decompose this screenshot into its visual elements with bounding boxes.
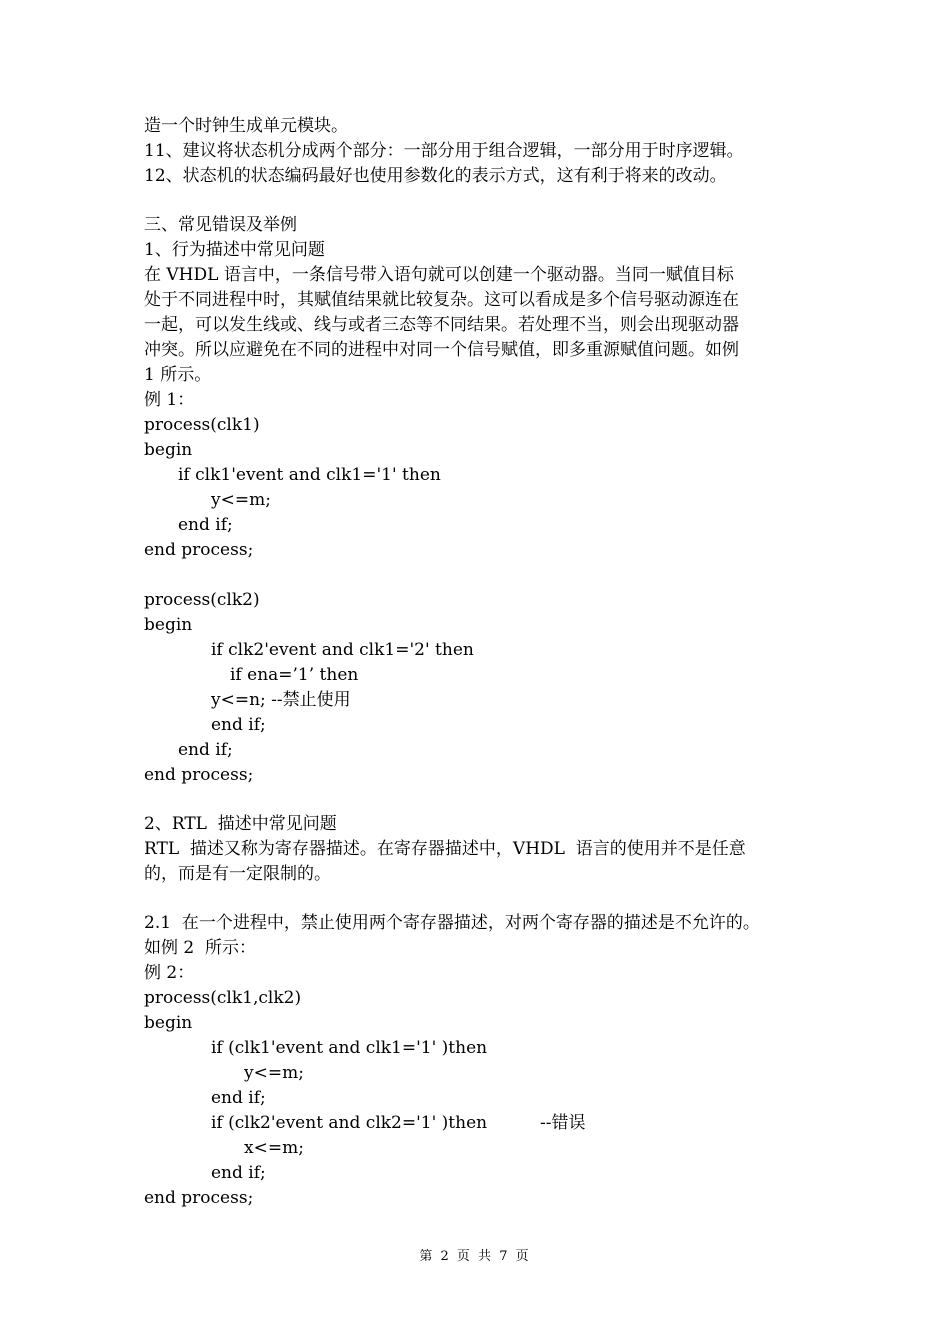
code-line: end if;	[178, 515, 233, 535]
example-label: 例 2：	[144, 963, 195, 983]
paragraph-line: 2.1 在一个进程中，禁止使用两个寄存器描述，对两个寄存器的描述是不允许的。	[144, 913, 760, 933]
page-footer: 第 2 页 共 7 页	[419, 1249, 531, 1264]
paragraph-line: 1 所示。	[144, 365, 212, 385]
subsection-heading: 2、RTL 描述中常见问题	[144, 814, 337, 834]
code-line: process(clk1)	[144, 415, 260, 435]
paragraph-line: 处于不同进程中时，其赋值结果就比较复杂。这可以看成是多个信号驱动源连在	[144, 290, 739, 310]
code-line: end if;	[211, 1088, 266, 1108]
paragraph-line: 冲突。所以应避免在不同的进程中对同一个信号赋值，即多重源赋值问题。如例	[144, 340, 739, 360]
code-line: end if;	[211, 715, 266, 735]
text-line: 造一个时钟生成单元模块。	[144, 116, 348, 136]
code-line: if (clk2'event and clk2='1' )then	[211, 1113, 488, 1133]
code-line: if clk1'event and clk1='1' then	[178, 465, 441, 485]
example-label: 例 1：	[144, 390, 195, 410]
code-line: end if;	[211, 1163, 266, 1183]
code-line: y<=m;	[244, 1063, 304, 1083]
paragraph-line: 一起，可以发生线或、线与或者三态等不同结果。若处理不当，则会出现驱动器	[144, 315, 739, 335]
code-line: begin	[144, 1013, 193, 1033]
text-line: 11、建议将状态机分成两个部分：一部分用于组合逻辑，一部分用于时序逻辑。	[144, 141, 744, 161]
section-heading: 三、常见错误及举例	[144, 215, 297, 235]
paragraph-line: RTL 描述又称为寄存器描述。在寄存器描述中，VHDL 语言的使用并不是任意	[144, 839, 746, 859]
code-line: x<=m;	[244, 1138, 304, 1158]
code-line: begin	[144, 440, 193, 460]
paragraph-line: 如例 2 所示：	[144, 938, 257, 958]
code-line: end if;	[178, 740, 233, 760]
code-line: if (clk1'event and clk1='1' )then	[211, 1038, 488, 1058]
code-line: end process;	[144, 765, 254, 785]
code-line: y<=m;	[211, 490, 271, 510]
code-line: end process;	[144, 1188, 254, 1208]
text-line: 12、状态机的状态编码最好也使用参数化的表示方式，这有利于将来的改动。	[144, 166, 727, 186]
code-line: process(clk2)	[144, 590, 260, 610]
subsection-heading: 1、行为描述中常见问题	[144, 240, 325, 260]
code-line: begin	[144, 615, 193, 635]
code-comment: --错误	[540, 1113, 586, 1133]
code-line: if clk2'event and clk1='2' then	[211, 640, 474, 660]
paragraph-line: 在 VHDL 语言中，一条信号带入语句就可以创建一个驱动器。当同一赋值目标	[144, 265, 734, 285]
code-line: if ena=’1’ then	[230, 665, 359, 685]
code-line: y<=n; --禁止使用	[211, 690, 351, 710]
code-line: end process;	[144, 540, 254, 560]
code-line: process(clk1,clk2)	[144, 988, 302, 1008]
paragraph-line: 的，而是有一定限制的。	[144, 864, 331, 884]
